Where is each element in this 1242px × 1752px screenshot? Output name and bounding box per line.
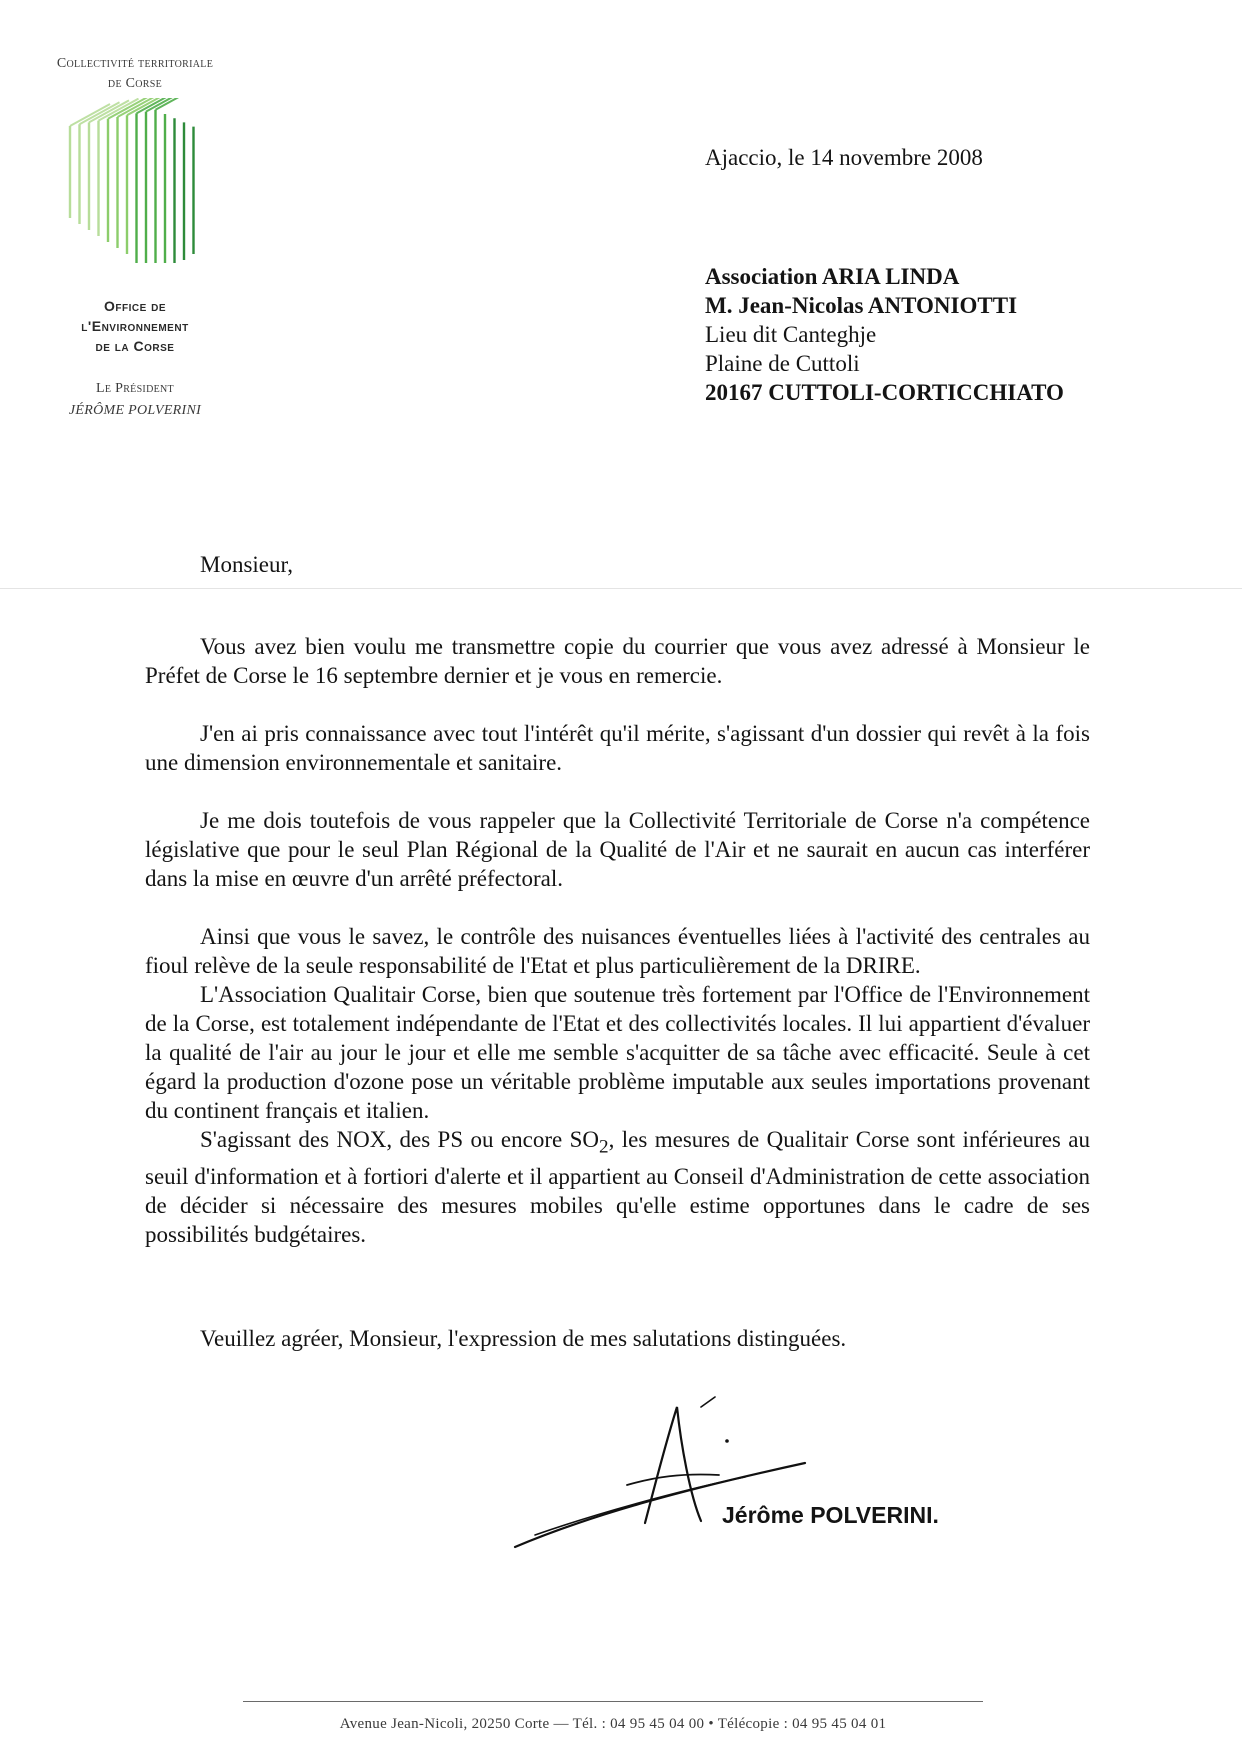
paragraph-1: Vous avez bien voulu me transmettre copie du courrier que vous avez adressé à Monsieur le Préfet de Corse le 16 septembre dernier et je vous en remercie. — [145, 634, 1090, 688]
office-name-line1: Office de — [103, 298, 167, 314]
signer-name: Jérôme POLVERINI. — [722, 1502, 939, 1528]
paragraph-6 — [145, 1125, 1090, 1249]
recipient-address-line1: Lieu dit Canteghje — [705, 322, 877, 347]
recipient-name: M. Jean-Nicolas ANTONIOTTI — [705, 293, 1018, 318]
president-name: JÉRÔME POLVERINI — [68, 403, 202, 418]
recipient-address-line2: Plaine de Cuttoli — [705, 351, 860, 376]
president-label: Le Président — [96, 381, 174, 396]
letter-date: Ajaccio, le 14 novembre 2008 — [705, 145, 983, 170]
footer-contact: Avenue Jean-Nicoli, 20250 Corte — Tél. : 04 95 45 04 00 • Télécopie : 04 95 45 04 01 — [339, 1716, 887, 1732]
footer-rule — [243, 1701, 983, 1702]
paragraph-2: J'en ai pris connaissance avec tout l'intérêt qu'il mérite, s'agissant d'un dossier qui revêt à la fois une dimension environnementale et sanitaire. — [145, 721, 1090, 775]
org-name-line1: Collectivité territoriale — [56, 56, 214, 71]
paragraph-6-end: , les mesures de Qualitair Corse sont inférieures au seuil d'information et à fortiori d'alerte et il appartient au Conseil d'Administration de cette association de décider si nécessaire des mesures mobiles qu'elle estime opportunes dans le cadre de ses possibilités budgétaires. — [145, 1127, 1090, 1247]
office-logo — [62, 98, 212, 268]
paragraph-3: Je me dois toutefois de vous rappeler que la Collectivité Territoriale de Corse n'a compétence législative que pour le seul Plan Régional de la Qualité de l'Air et ne saurait en aucun cas interférer dans la mise en œuvre d'un arrêté préfectoral. — [145, 808, 1090, 891]
org-name-line2: de Corse — [107, 76, 163, 91]
office-name-line3: de la Corse — [95, 338, 175, 354]
salutation: Monsieur, — [200, 552, 293, 577]
office-name-line2: l'Environnement — [81, 318, 189, 334]
handwritten-signature — [505, 1395, 815, 1555]
paragraph-6-start: S'agissant des NOX, des PS ou encore SO — [200, 1127, 600, 1152]
letter-body — [145, 632, 1090, 1249]
closing-formula: Veuillez agréer, Monsieur, l'expression de mes salutations distinguées. — [200, 1326, 847, 1351]
paper-fold-line — [0, 588, 1242, 589]
paragraph-4: Ainsi que vous le savez, le contrôle des nuisances éventuelles liées à l'activité des centrales au fioul relève de la seule responsabilité de l'Etat et plus particulièrement de la DRIRE. — [145, 924, 1090, 978]
recipient-organization: Association ARIA LINDA — [705, 264, 960, 289]
paragraph-5: L'Association Qualitair Corse, bien que soutenue très fortement par l'Office de l'Environnement de la Corse, est totalement indépendante de l'Etat et des collectivités locales. Il lui appartient d'évaluer la qualité de l'air au jour le jour et elle me semble s'acquitter de sa tâche avec efficacité. Seule à cet égard la production d'ozone pose un véritable problème imputable aux seules importations provenant du continent français et italien. — [145, 982, 1090, 1123]
recipient-postal-city: 20167 CUTTOLI-CORTICCHIATO — [705, 380, 1064, 405]
so2-subscript: 2 — [599, 1136, 609, 1158]
